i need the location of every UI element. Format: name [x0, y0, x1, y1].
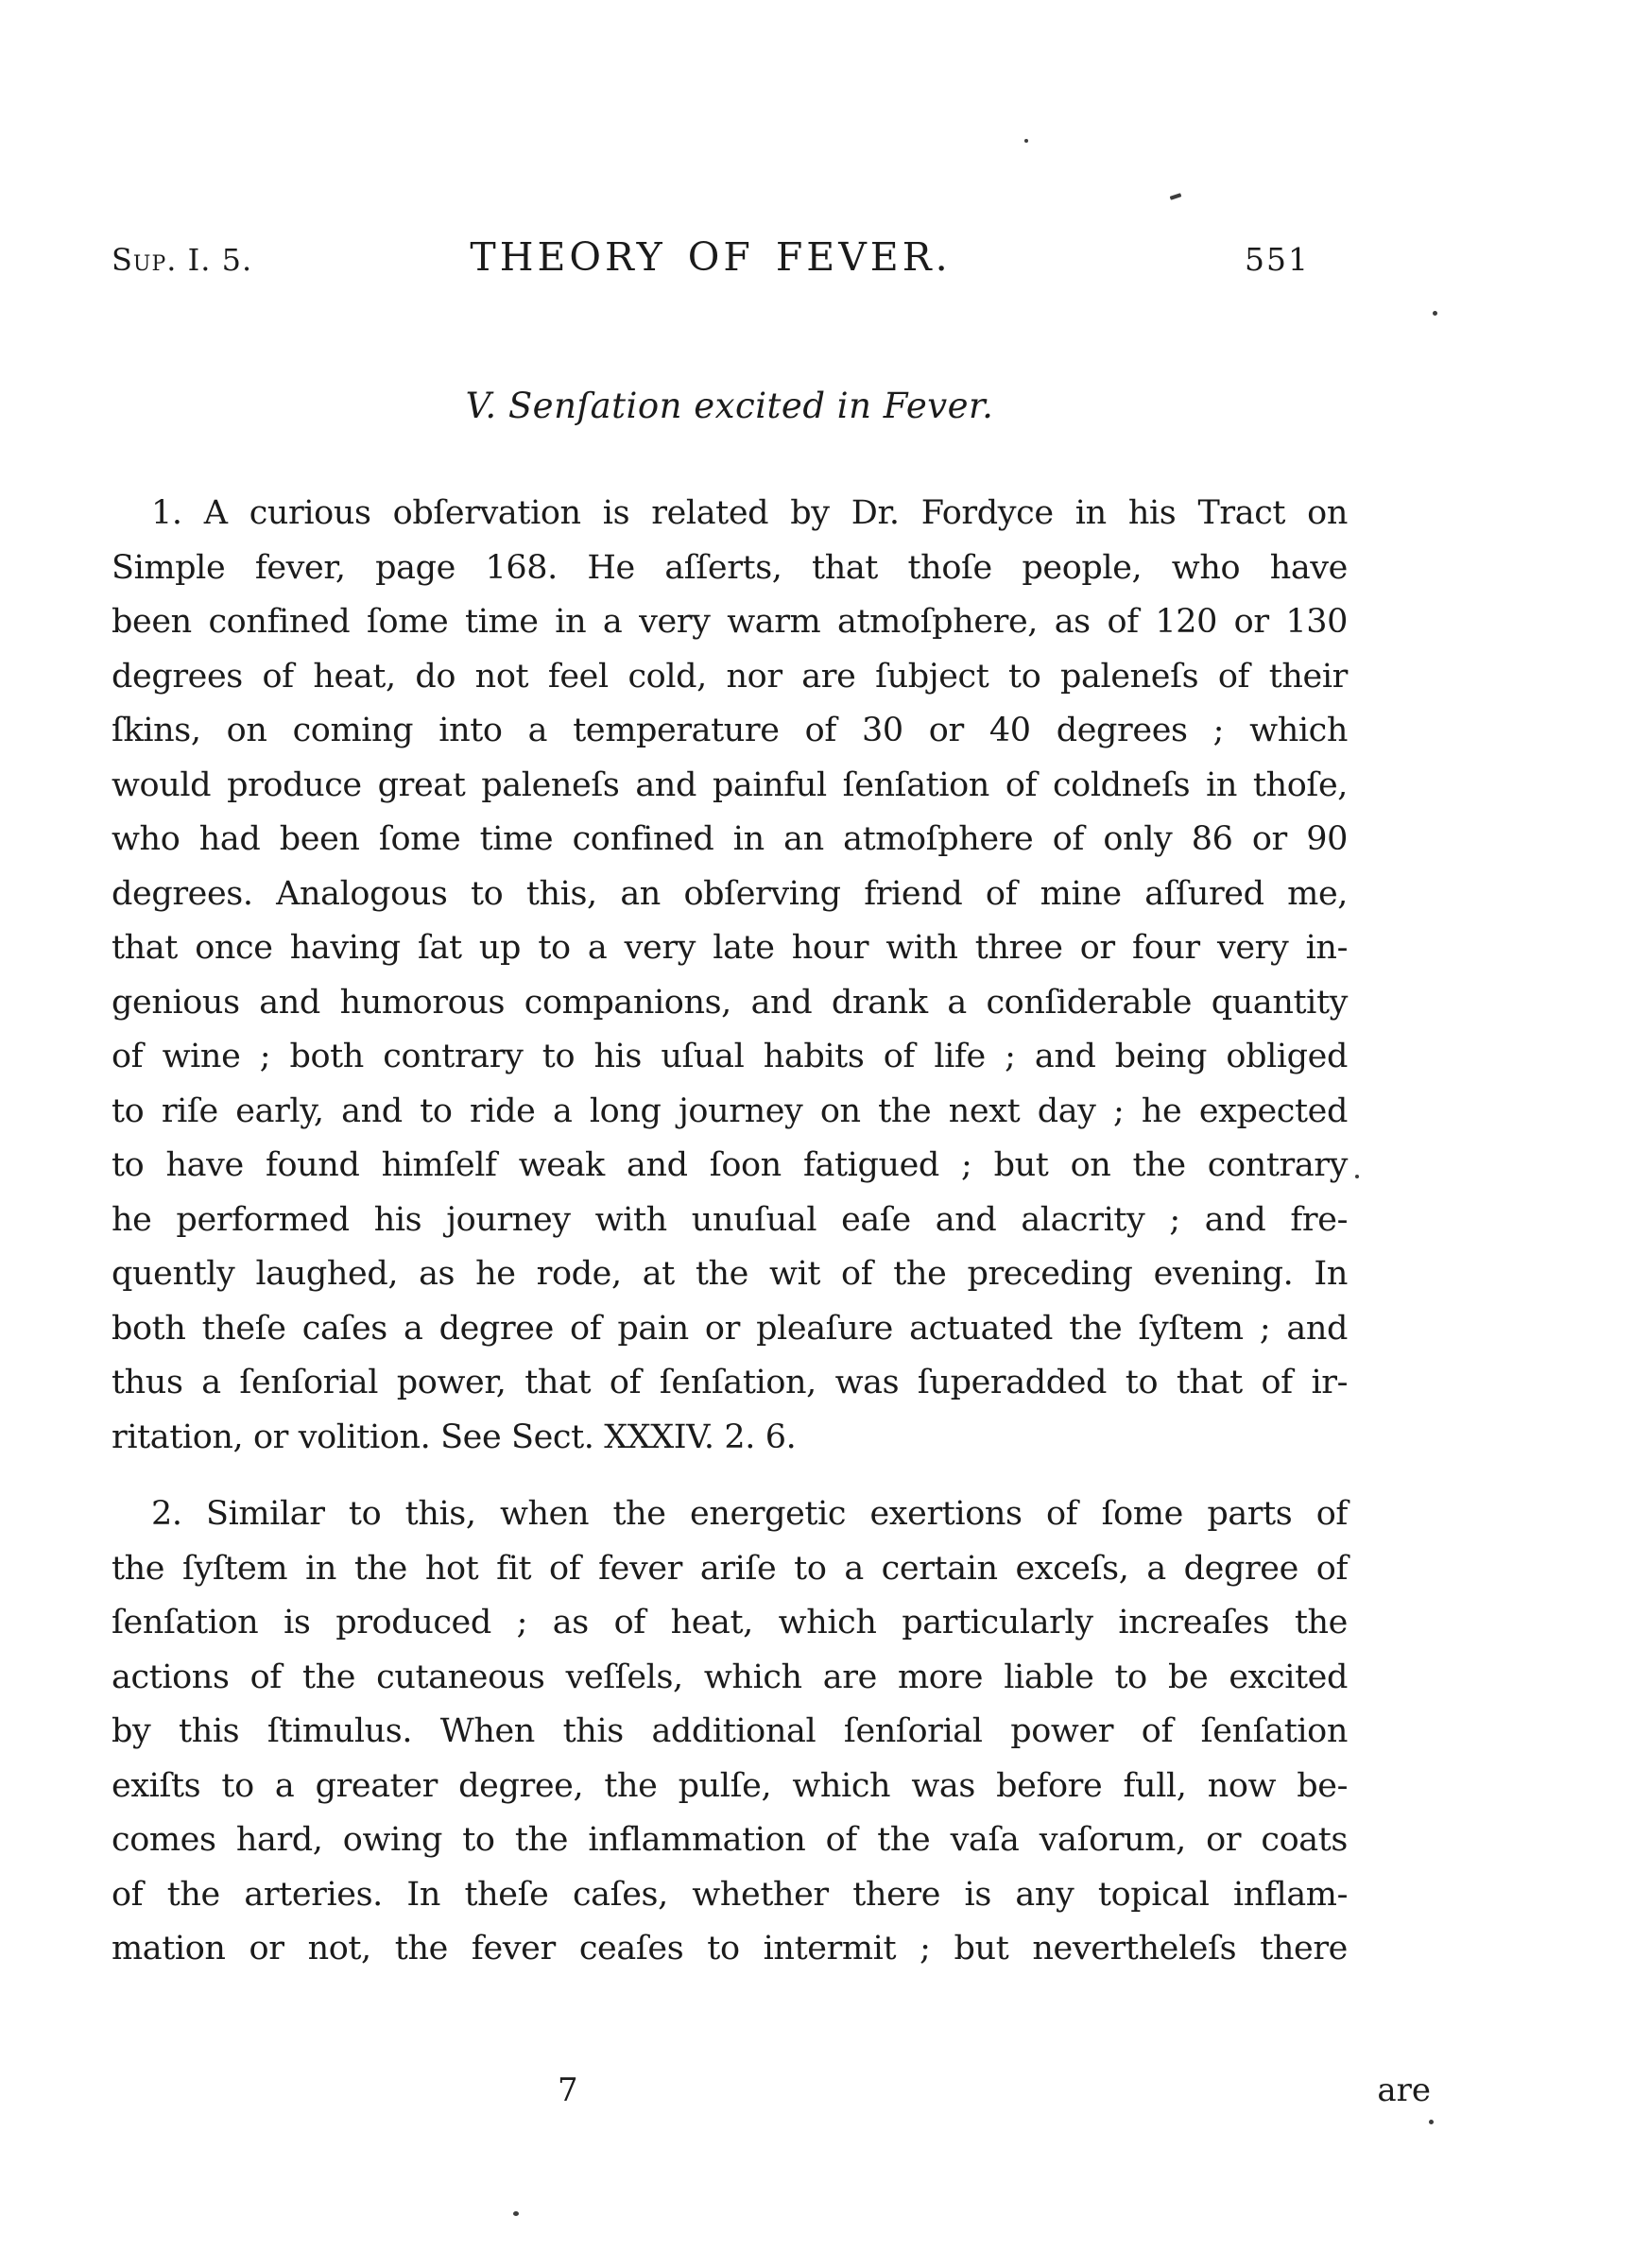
text-line: by this ſtimulus. When this additional ſenſorial power of ſenſation — [112, 1712, 1348, 1750]
section-reference: Sup. I. 5. — [112, 242, 253, 278]
text-line: genious and humorous companions, and drank a conſiderable quantity — [112, 983, 1348, 1022]
running-head — [112, 234, 1348, 280]
scan-speck — [513, 2211, 519, 2216]
paragraph — [112, 1487, 1348, 1977]
text-line: the ſyſtem in the hot fit of fever ariſe to a certain exceſs, a degree of — [112, 1549, 1348, 1588]
text-line: 1. A curious obſervation is related by Dr. Fordyce in his Tract on — [151, 494, 1348, 532]
page-number: 551 — [1245, 241, 1311, 278]
text-line: mation or not, the fever ceaſes to intermit ; but nevertheleſs there — [112, 1930, 1348, 1967]
section-heading: V. Senſation excited in Fever. — [465, 386, 994, 426]
text-line: of wine ; both contrary to his uſual habits of life ; and being obliged — [112, 1038, 1348, 1075]
scan-speck — [1170, 193, 1182, 200]
text-line: Simple fever, page 168. He aſſerts, that thoſe people, who have — [112, 548, 1348, 587]
text-line: would produce great paleneſs and painful ſenſation of coldneſs in thoſe, — [112, 765, 1348, 804]
text-line: degrees of heat, do not feel cold, nor are ſubject to paleneſs of their — [112, 657, 1348, 696]
scan-speck — [1433, 311, 1437, 316]
text-line: both theſe caſes a degree of pain or pleaſure actuated the ſyſtem ; and — [112, 1309, 1348, 1348]
text-line: actions of the cutaneous veſſels, which are more liable to be excited — [112, 1658, 1348, 1696]
signature-mark: 7 — [558, 2071, 578, 2109]
text-line: 2. Similar to this, when the energetic exertions of ſome parts of — [151, 1495, 1348, 1533]
text-line: ritation, or volition. See Sect. XXXIV. 2. 6. — [112, 1418, 797, 1456]
text-line: ſkins, on coming into a temperature of 30 or 40 degrees ; which — [112, 712, 1348, 749]
text-line: been confined ſome time in a very warm atmoſphere, as of 120 or 130 — [112, 603, 1348, 641]
text-line: to riſe early, and to ride a long journey on the next day ; he expected — [112, 1091, 1348, 1130]
text-line: he performed his journey with unuſual eaſe and alacrity ; and fre- — [112, 1200, 1348, 1239]
scan-speck — [1429, 2120, 1434, 2124]
scan-speck — [1024, 139, 1028, 143]
text-line: of the arteries. In theſe caſes, whether there is any topical inflam- — [112, 1875, 1348, 1914]
text-line: thus a ſenſorial power, that of ſenſation, was ſuperadded to that of ir- — [112, 1364, 1348, 1401]
text-line: who had been ſome time confined in an atmoſphere of only 86 or 90 — [112, 820, 1348, 858]
text-line: quently laughed, as he rode, at the wit of the preceding evening. In — [112, 1255, 1348, 1293]
catchword: are — [1377, 2071, 1431, 2109]
chapter-title: THEORY OF FEVER. — [470, 234, 952, 280]
text-line: comes hard, owing to the inflammation of the vaſa vaſorum, or coats — [112, 1821, 1348, 1859]
text-line: exiſts to a greater degree, the pulſe, which was before full, now be- — [112, 1766, 1348, 1805]
text-block — [112, 487, 1348, 1977]
text-line: to have found himſelf weak and ſoon fatigued ; but on the contrary — [112, 1146, 1348, 1184]
text-line: ſenſation is produced ; as of heat, which particularly increaſes the — [112, 1604, 1348, 1641]
page-footer — [112, 2071, 1431, 2128]
scan-speck — [1355, 1175, 1359, 1178]
text-line: that once having ſat up to a very late hour with three or four very in- — [112, 929, 1348, 967]
text-line: degrees. Analogous to this, an obſerving friend of mine aſſured me, — [112, 874, 1348, 913]
paragraph — [112, 487, 1348, 1465]
